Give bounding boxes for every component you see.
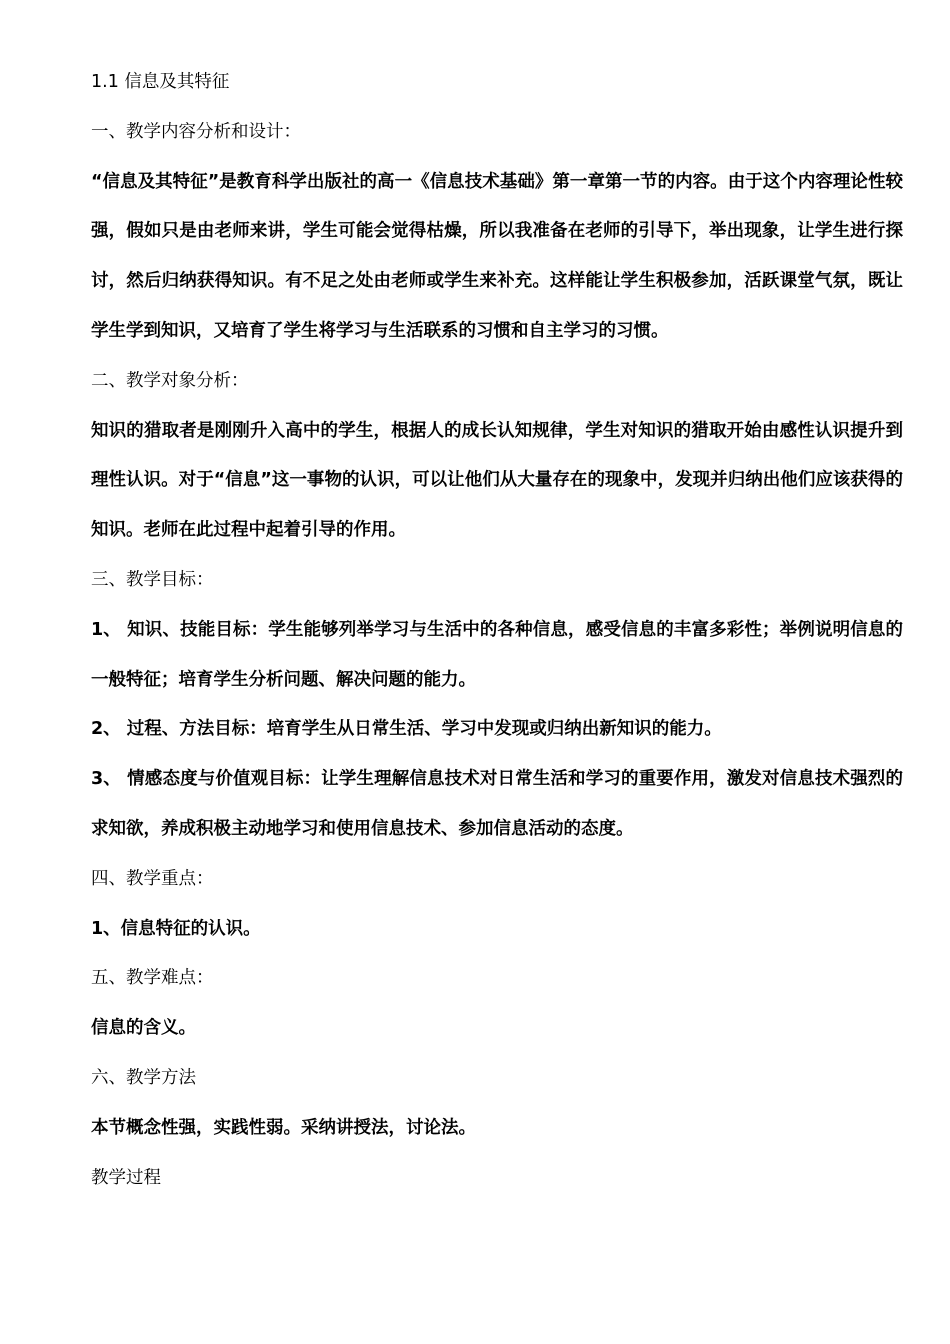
goal-item-attitude: 3、 情感态度与价值观目标：让学生理解信息技术对日常生活和学习的重要作用，激发对信息技术强烈的求知欲，养成积极主动地学习和使用信息技术、参加信息活动的态度。 (91, 769, 903, 839)
paragraph-audience-analysis: 知识的猎取者是刚刚升入高中的学生，根据人的成长认知规律，学生对知识的猎取开始由感性认识提升到理性认识。对于“信息”这一事物的认识，可以让他们从大量存在的现象中，发现并归纳出他们应该获得的知识。老师在此过程中起着引导的作用。 (91, 420, 903, 541)
section-heading-audience-analysis: 二、教学对象分析： (91, 370, 249, 391)
paragraph-methods: 本节概念性强，实践性弱。采纳讲授法，讨论法。 (91, 1117, 476, 1138)
goal-item-knowledge: 1、 知识、技能目标：学生能够列举学习与生活中的各种信息，感受信息的丰富多彩性；举例说明信息的一般特征；培育学生分析问题、解决问题的能力。 (91, 619, 903, 690)
section-heading-teaching-process: 教学过程 (91, 1167, 161, 1188)
paragraph-key-points: 1、信息特征的认识。 (91, 918, 261, 939)
document-title: 1.1 信息及其特征 (91, 72, 230, 92)
section-heading-teaching-goals: 三、教学目标： (91, 569, 214, 590)
document-page (91, 58, 903, 1203)
section-heading-difficulties: 五、教学难点： (91, 968, 214, 989)
goal-item-process: 2、 过程、方法目标：培育学生从日常生活、学习中发现或归纳出新知识的能力。 (91, 719, 722, 740)
section-heading-content-analysis: 一、教学内容分析和设计： (91, 121, 301, 142)
paragraph-content-analysis: “信息及其特征”是教育科学出版社的高一《信息技术基础》第一章第一节的内容。由于这个内容理论性较强，假如只是由老师来讲，学生可能会觉得枯燥，所以我准备在老师的引导下，举出现象，让学生进行探讨，然后归纳获得知识。有不足之处由老师或学生来补充。这样能让学生积极参加，活跃课堂气氛，既让学生学到知识，又培育了学生将学习与生活联系的习惯和自主学习的习惯。 (91, 171, 903, 341)
section-heading-methods: 六、教学方法 (91, 1067, 196, 1088)
paragraph-difficulties: 信息的含义。 (91, 1018, 196, 1039)
section-heading-key-points: 四、教学重点： (91, 868, 214, 889)
